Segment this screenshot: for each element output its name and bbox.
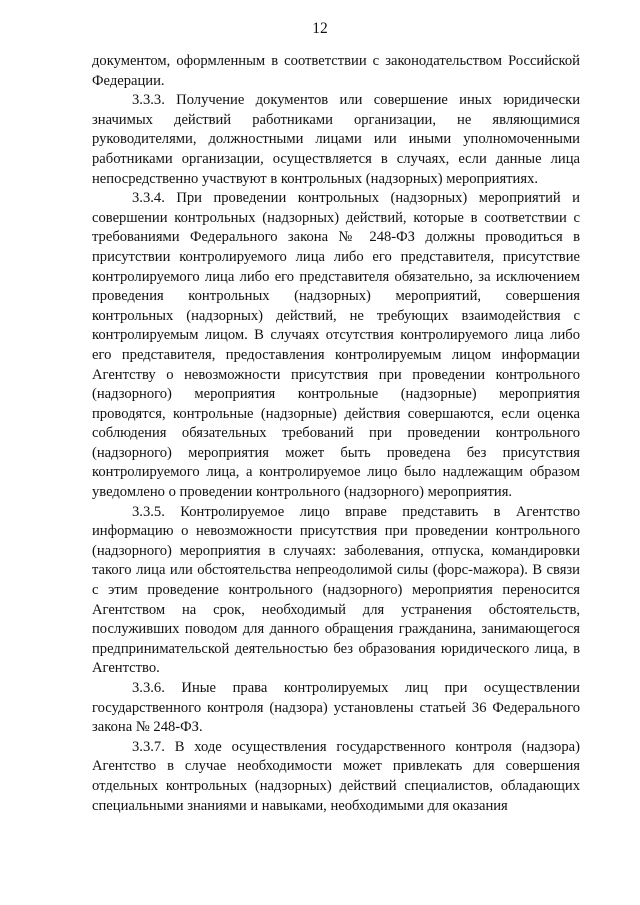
clause-number: 3.3.3.	[132, 92, 165, 109]
clause-number: 3.3.7.	[132, 738, 165, 755]
paragraph-text: При проведении контрольных (надзорных) мероприятий и совершении контрольных (надзорных) действий, которые в соответствии с требованиями Федерального закона № 248-ФЗ должны проводиться в присутствии контролируемого лица либо его представителя, присутствие контролируемого лица либо его представителя обязательно, за исключением проведения контрольных (надзорных) мероприятий, совершения контрольных (надзорных) действий, не требующих взаимодействия с контролируемым лицом. В случаях отсутствия контролируемого лица либо его представителя, предоставления контролируемым лицом информации Агентству о невозможности присутствия при проведении контрольного (надзорного) мероприятия контрольные (надзорные) мероприятия проводятся, контрольные (надзорные) действия совершаются, если оценка соблюдения обязательных требований при проведении контрольного (надзорного) мероприятия может быть проведена без присутствия контролируемого лица, а контролируемое лицо было надлежащим образом уведомлено о проведении контрольного (надзорного) мероприятия.	[92, 190, 580, 501]
paragraph-text: Получение документов или совершение иных юридически значимых действий работниками организации, не являющимися руководителями, должностными лицами или иными уполномоченными работниками организации, осуществляется в случаях, если данные лица непосредственно участвуют в контрольных (надзорных) мероприятиях.	[92, 92, 581, 187]
page-number: 12	[312, 20, 328, 37]
paragraph-3-3-4	[92, 189, 580, 503]
paragraph-3-3-7	[92, 738, 580, 816]
clause-number: 3.3.4.	[132, 190, 165, 207]
paragraph-text: Иные права контролируемых лиц при осуществлении государственного контроля (надзора) установлены статьей 36 Федерального закона № 248-ФЗ.	[92, 680, 580, 736]
paragraph-continuation	[92, 52, 580, 91]
paragraph-3-3-3	[92, 91, 580, 189]
clause-number: 3.3.5.	[132, 503, 165, 520]
paragraph-3-3-5	[92, 503, 580, 679]
document-body	[92, 52, 580, 816]
clause-number: 3.3.6.	[132, 680, 165, 696]
paragraph-text: В ходе осуществления государственного контроля (надзора) Агентство в случае необходимости может привлекать для совершения отдельных контрольных (надзорных) действий специалистов, обладающих специальными знаниями и навыками, необходимыми для оказания	[92, 738, 580, 814]
paragraph-3-3-6	[92, 679, 580, 738]
paragraph-text: Контролируемое лицо вправе представить в Агентство информацию о невозможности присутствия при проведении контрольного (надзорного) мероприятия в случаях: заболевания, отпуска, командировки такого лица или обстоятельства непреодолимой силы (форс-мажора). В связи с этим проведение контрольного (надзорного) мероприятия переносится Агентством на срок, необходимый для устранения обстоятельств, послуживших поводом для данного обращения гражданина, занимающегося предпринимательской деятельностью без образования юридического лица, в Агентство.	[92, 503, 580, 677]
paragraph-text: документом, оформленным в соответствии с законодательством Российской Федерации.	[92, 53, 580, 89]
